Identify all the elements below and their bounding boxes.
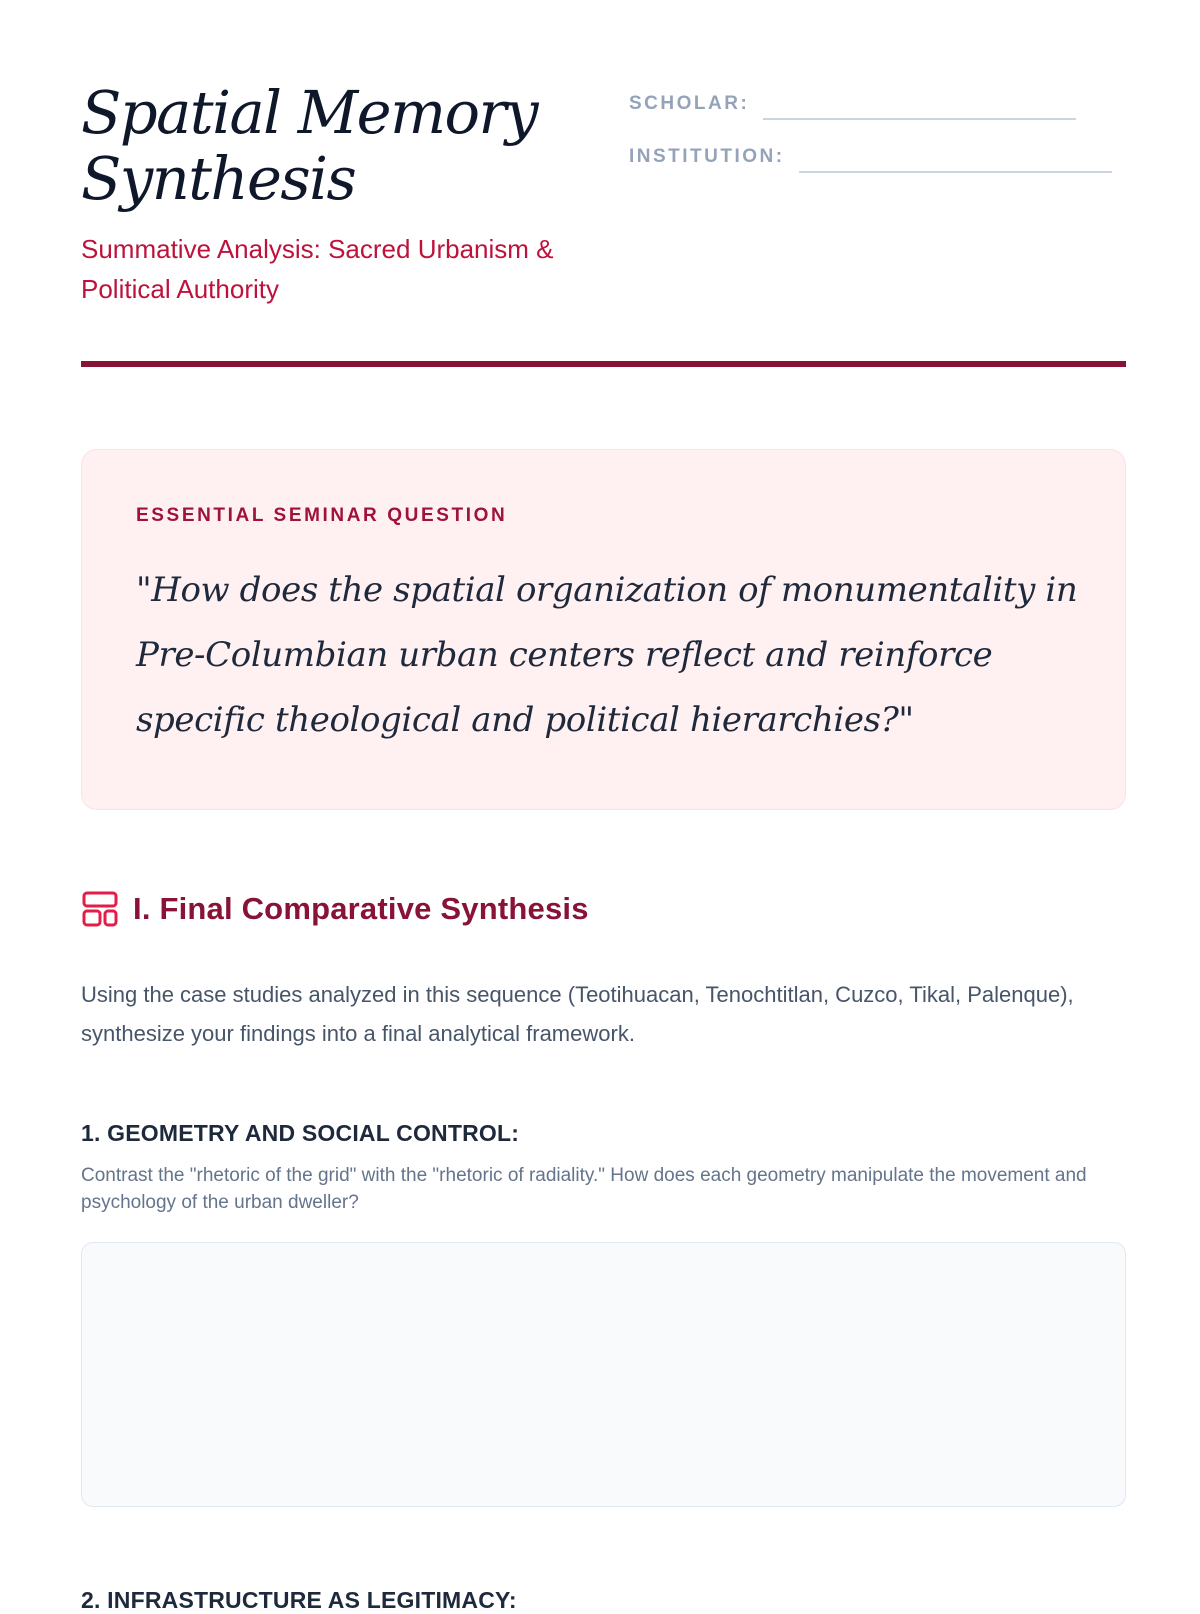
header-divider [81, 361, 1126, 367]
institution-field[interactable] [799, 141, 1112, 173]
answer-textarea[interactable] [81, 1242, 1126, 1507]
page-subtitle: Summative Analysis: Sacred Urbanism & Political Authority [81, 234, 554, 304]
section-heading [81, 890, 589, 928]
worksheet-page [81, 0, 1126, 1613]
essential-question-label: ESSENTIAL SEMINAR QUESTION [136, 505, 508, 526]
institution-label: INSTITUTION: [629, 146, 785, 167]
essential-question-text: "How does the spatial organization of monumentality in Pre-Columbian urban centers reflect and reinforce specific theological and political hierarchies?" [136, 570, 1078, 740]
scholar-row [629, 84, 1112, 120]
prompt-heading: 1. GEOMETRY AND SOCIAL CONTROL: [81, 1120, 520, 1146]
prompt-description: Contrast the "rhetoric of the grid" with the "rhetoric of radiality." How does each geometry manipulate the movement and psychology of the urban dweller? [81, 1165, 1087, 1213]
section-intro: Using the case studies analyzed in this sequence (Teotihuacan, Tenochtitlan, Cuzco, Tikal, Palenque), synthesize your findings into a final analytical framework. [81, 982, 1074, 1046]
student-info [629, 84, 1112, 190]
institution-row [629, 137, 1112, 173]
scholar-label: SCHOLAR: [629, 93, 750, 114]
worksheet-header [81, 0, 1126, 370]
scholar-field[interactable] [763, 88, 1076, 120]
section-title: I. Final Comparative Synthesis [133, 891, 589, 926]
page-title: Spatial Memory Synthesis [81, 78, 538, 213]
layout-icon [81, 890, 119, 928]
prompt-heading: 2. INFRASTRUCTURE AS LEGITIMACY: [81, 1587, 517, 1613]
